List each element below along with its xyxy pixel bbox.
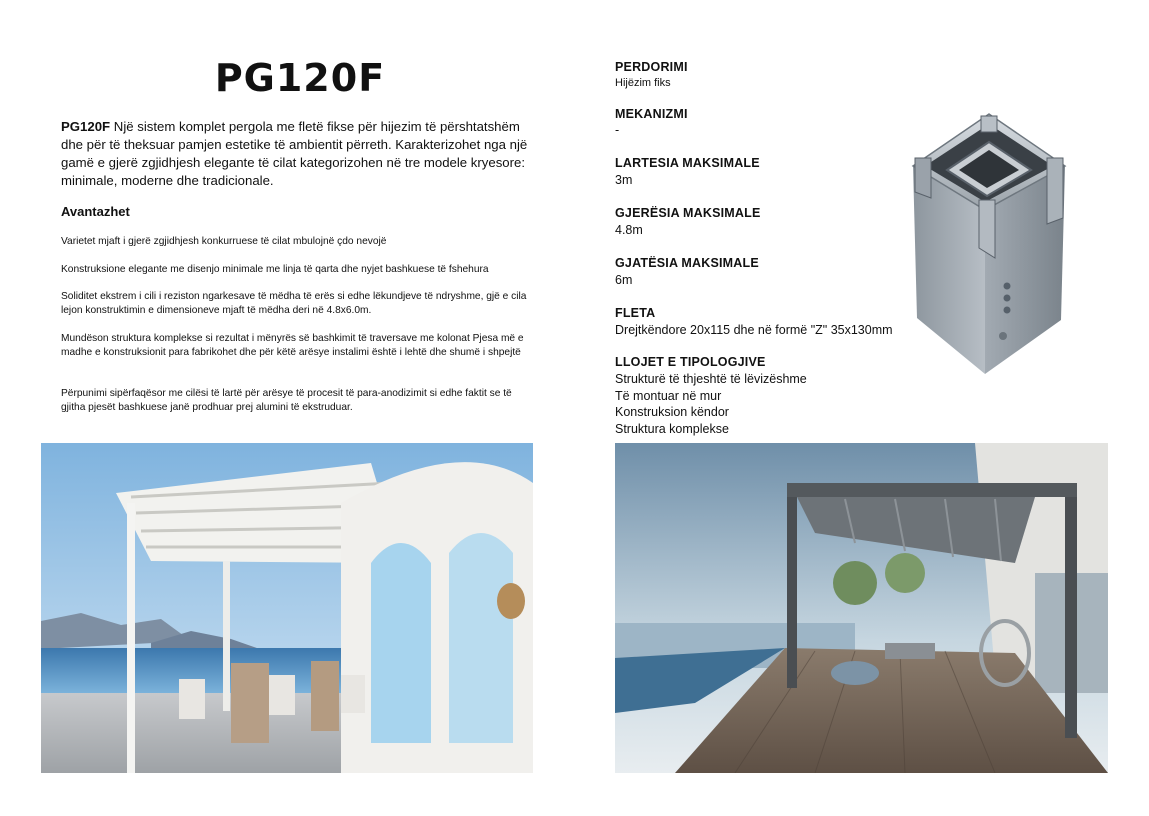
spec-height-label: LARTESIA MAKSIMALE [615,156,760,170]
advantage-item: Konstruksione elegante me disenjo minimale me linja të qarta dhe nyjet bashkuese të fshehura [61,264,489,275]
spec-length-label: GJATËSIA MAKSIMALE [615,256,759,270]
advantage-item: Mundëson struktura komplekse si rezultat i mënyrës së bashkimit të traversave me kolonat Pjesa më e madhe e konstruksionit para fabrikohet dhe për këtë arësye instalimi është i lehtë dhe shumë i shpejtë [61,333,524,358]
spec-mechanism-label: MEKANIZMI [615,107,688,121]
spec-type-item: Strukturë të thjeshtë të lëvizëshme [615,372,807,386]
terrace-photo-dark-pergola [615,443,1108,773]
advantage-item: Përpunimi sipërfaqësor me cilësi të lartë për arësye të procesit të para-anodizimit si edhe faktit se të gjitha pjesët bashkuese janë prodhuar prej alumini të ekstruduar. [61,388,512,413]
spec-type-item: Të montuar në mur [615,389,722,403]
intro-text: Një sistem komplet pergola me fletë fikse për hijezim të përshtatshëm dhe për të theksuar pamjen estetike të ambientit përreth. Karakterizohet nga një gamë e gjerë zgjidhjesh elegante të cilat kategorizohen në tre modele kryesore: minimale, moderne dhe tradicionale. [61,119,528,188]
spec-length-value: 6m [615,273,633,287]
spec-blades-label: FLETA [615,306,656,320]
spec-width-value: 4.8m [615,223,643,237]
advantage-item: Soliditet ekstrem i cili i reziston ngarkesave të mëdha të erës si edhe lëkundjeve të ndryshme, gjë e cila lejon konstruktimin e dimensioneve mjaft të mëdha deri në 4.8x6.0m. [61,291,527,316]
spec-width-label: GJERËSIA MAKSIMALE [615,206,761,220]
spec-type-item: Struktura komplekse [615,422,729,436]
spec-mechanism-value: - [615,123,620,137]
spec-usage-value: Hijëzim fiks [615,77,671,89]
spec-types-label: LLOJET E TIPOLOGJIVE [615,355,766,369]
intro-paragraph [61,118,531,190]
terrace-photo-white-pergola [41,443,533,773]
spec-usage-label: PERDORIMI [615,60,688,74]
advantage-item: Varietet mjaft i gjerë zgjidhjesh konkurruese të cilat mbulojnë çdo nevojë [61,236,387,247]
profile-section-image [895,108,1075,380]
spec-height-value: 3m [615,173,633,187]
page-title: PG120F [214,56,386,100]
intro-product-name: PG120F [61,119,111,134]
spec-type-item: Konstruksion këndor [615,405,729,419]
spec-blades-value: Drejtkëndore 20x115 dhe në formë "Z" 35x130mm [615,323,893,337]
advantages-heading: Avantazhet [61,204,130,219]
